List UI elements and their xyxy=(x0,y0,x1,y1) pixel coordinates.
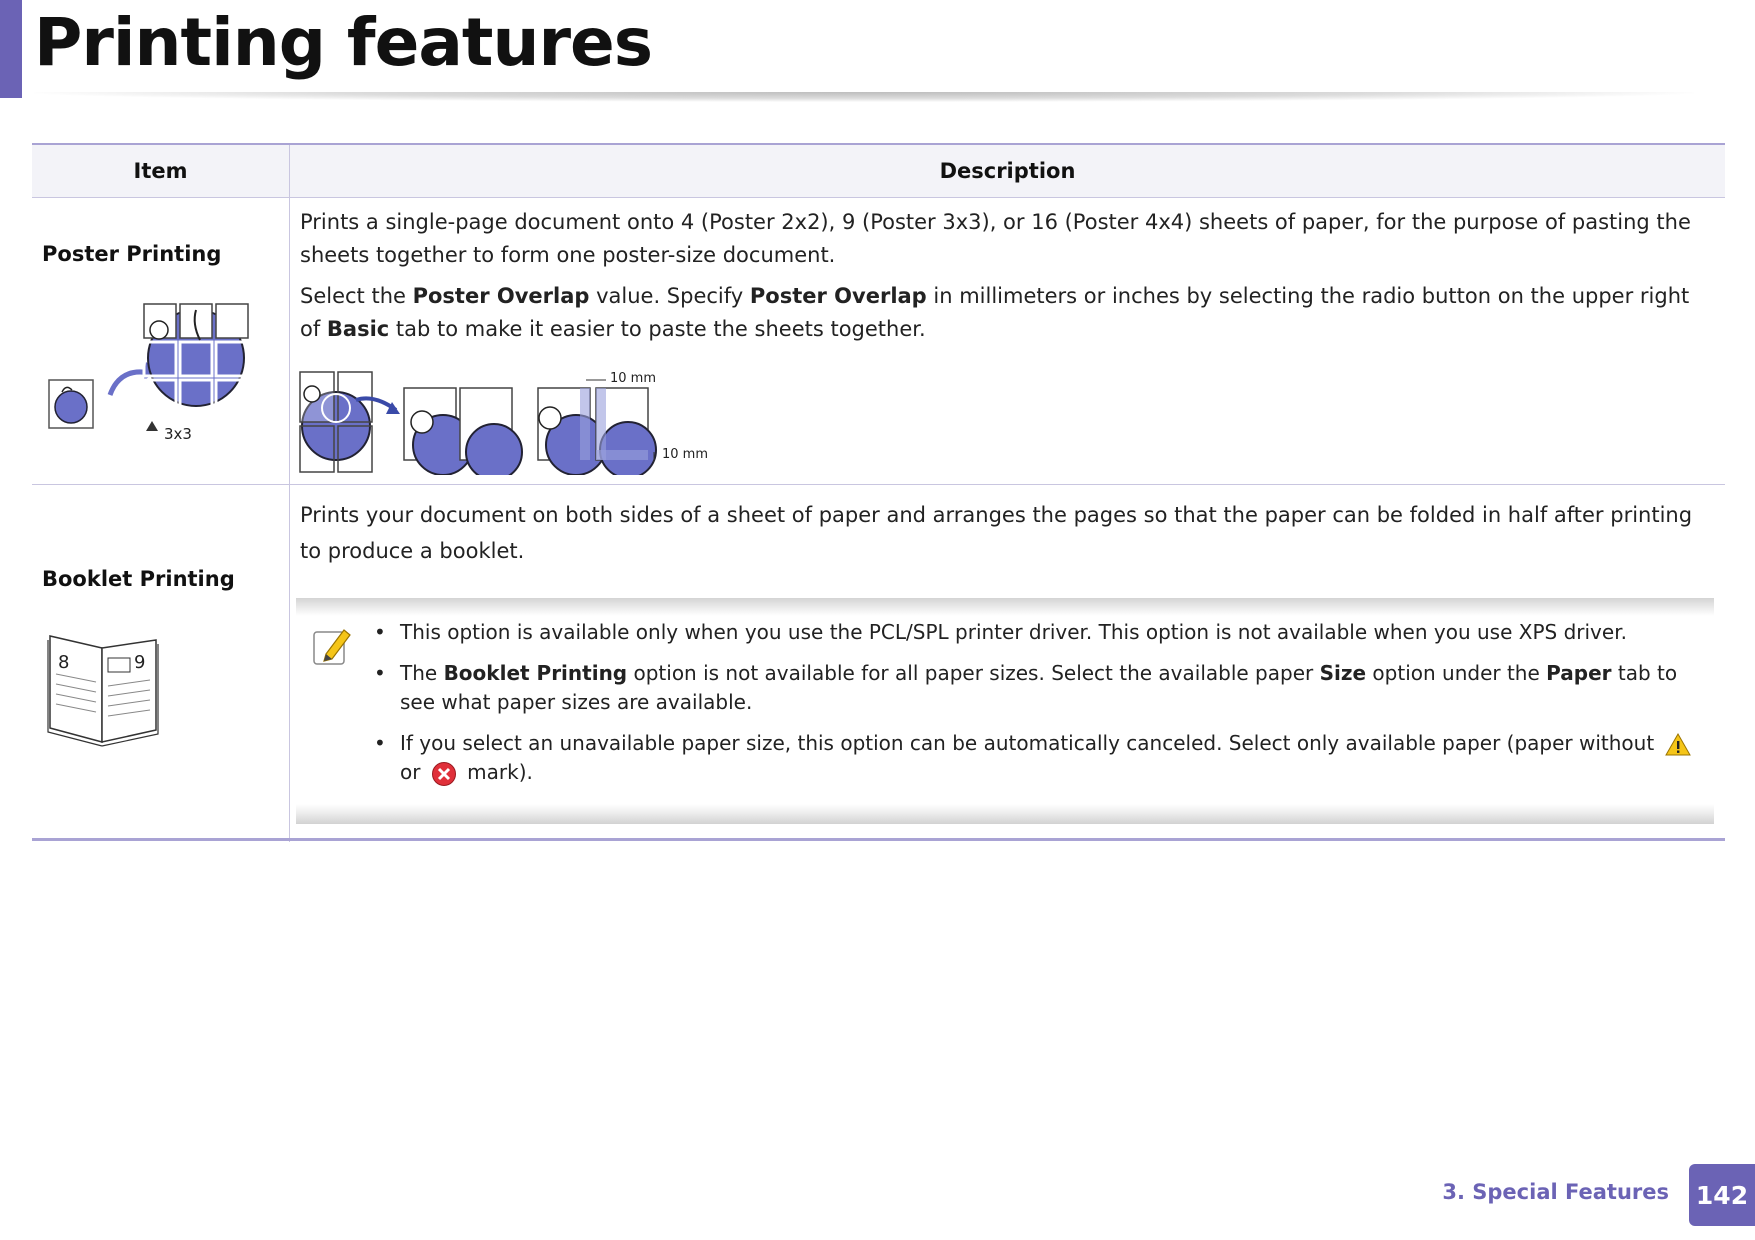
warning-icon xyxy=(1665,732,1691,758)
text-run: tab to see what paper sizes are available. xyxy=(400,661,1678,714)
poster-overlap-sheets xyxy=(538,380,656,475)
table-row xyxy=(32,198,1725,485)
booklet-page-left: 8 xyxy=(58,652,70,673)
text-run-bold: Size xyxy=(1319,661,1367,685)
text-run-bold: Poster Overlap xyxy=(412,284,590,308)
text-run: tab to make it easier to paste the sheets together. xyxy=(389,317,926,341)
note-item: • This option is available only when you use the PCL/SPL printer driver. This option is not available when you use XPS driver. xyxy=(362,618,1702,647)
text-run: If you select an unavailable paper size, this option can be automatically canceled. Select only available paper (paper without xyxy=(400,731,1661,755)
poster-3x3-illustration xyxy=(46,300,256,440)
text-run: or xyxy=(400,760,427,784)
overlap-label-top: 10 mm xyxy=(610,371,657,386)
note-item xyxy=(362,659,1702,717)
title-underline xyxy=(34,92,1694,102)
poster-overlap-description xyxy=(300,280,1713,346)
text-run: value. Specify xyxy=(589,284,750,308)
text-run: option is not available for all paper sizes. Select the available paper xyxy=(627,661,1320,685)
text-run: in millimeters or inches by selecting the radio button on the upper right of xyxy=(300,284,1690,341)
table-header-row xyxy=(32,145,1725,198)
item-name-poster: Poster Printing xyxy=(42,242,222,266)
small-apple-icon xyxy=(49,380,93,428)
text-run: The xyxy=(400,661,444,685)
footer-section-label: 3. Special Features xyxy=(1442,1180,1669,1204)
note-item xyxy=(362,729,1702,787)
booklet-illustration xyxy=(44,630,166,748)
page-title: Printing features xyxy=(34,4,653,81)
title-accent-bar xyxy=(0,0,22,98)
header-item: Item xyxy=(32,145,290,198)
booklet-page-right: 9 xyxy=(134,652,146,673)
big-apple-grid xyxy=(144,304,248,414)
text-run-bold: Basic xyxy=(326,317,390,341)
note-box xyxy=(296,598,1714,824)
poster-split-sheet xyxy=(300,372,372,472)
note-pencil-icon xyxy=(312,624,352,668)
poster-size-caption: 3x3 xyxy=(164,425,192,443)
overlap-label-right: 10 mm xyxy=(662,447,709,462)
note-top-shade xyxy=(296,598,1714,616)
item-name-booklet: Booklet Printing xyxy=(42,567,235,591)
error-icon xyxy=(431,761,457,787)
text-run-bold: Poster Overlap xyxy=(749,284,927,308)
page-number-badge: 142 xyxy=(1689,1164,1755,1226)
table-bottom-rule xyxy=(32,838,1725,841)
text-run: mark). xyxy=(460,760,533,784)
poster-sheets-pair xyxy=(404,388,522,475)
text-run-bold: Paper xyxy=(1546,661,1612,685)
text-run: option under the xyxy=(1366,661,1547,685)
note-bottom-shade xyxy=(296,804,1714,824)
booklet-description: Prints your document on both sides of a sheet of paper and arranges the pages so that the paper can be folded in half after printing to produce a booklet. xyxy=(300,503,1693,563)
text-run: Select the xyxy=(300,284,413,308)
header-description: Description xyxy=(290,145,1726,198)
note-list xyxy=(362,618,1702,799)
text-run-bold: Booklet Printing xyxy=(443,661,628,685)
poster-description: Prints a single-page document onto 4 (Poster 2x2), 9 (Poster 3x3), or 16 (Poster 4x4) sheets of paper, for the purpose of pasting the sheets together to form one poster-size document. xyxy=(300,210,1691,267)
